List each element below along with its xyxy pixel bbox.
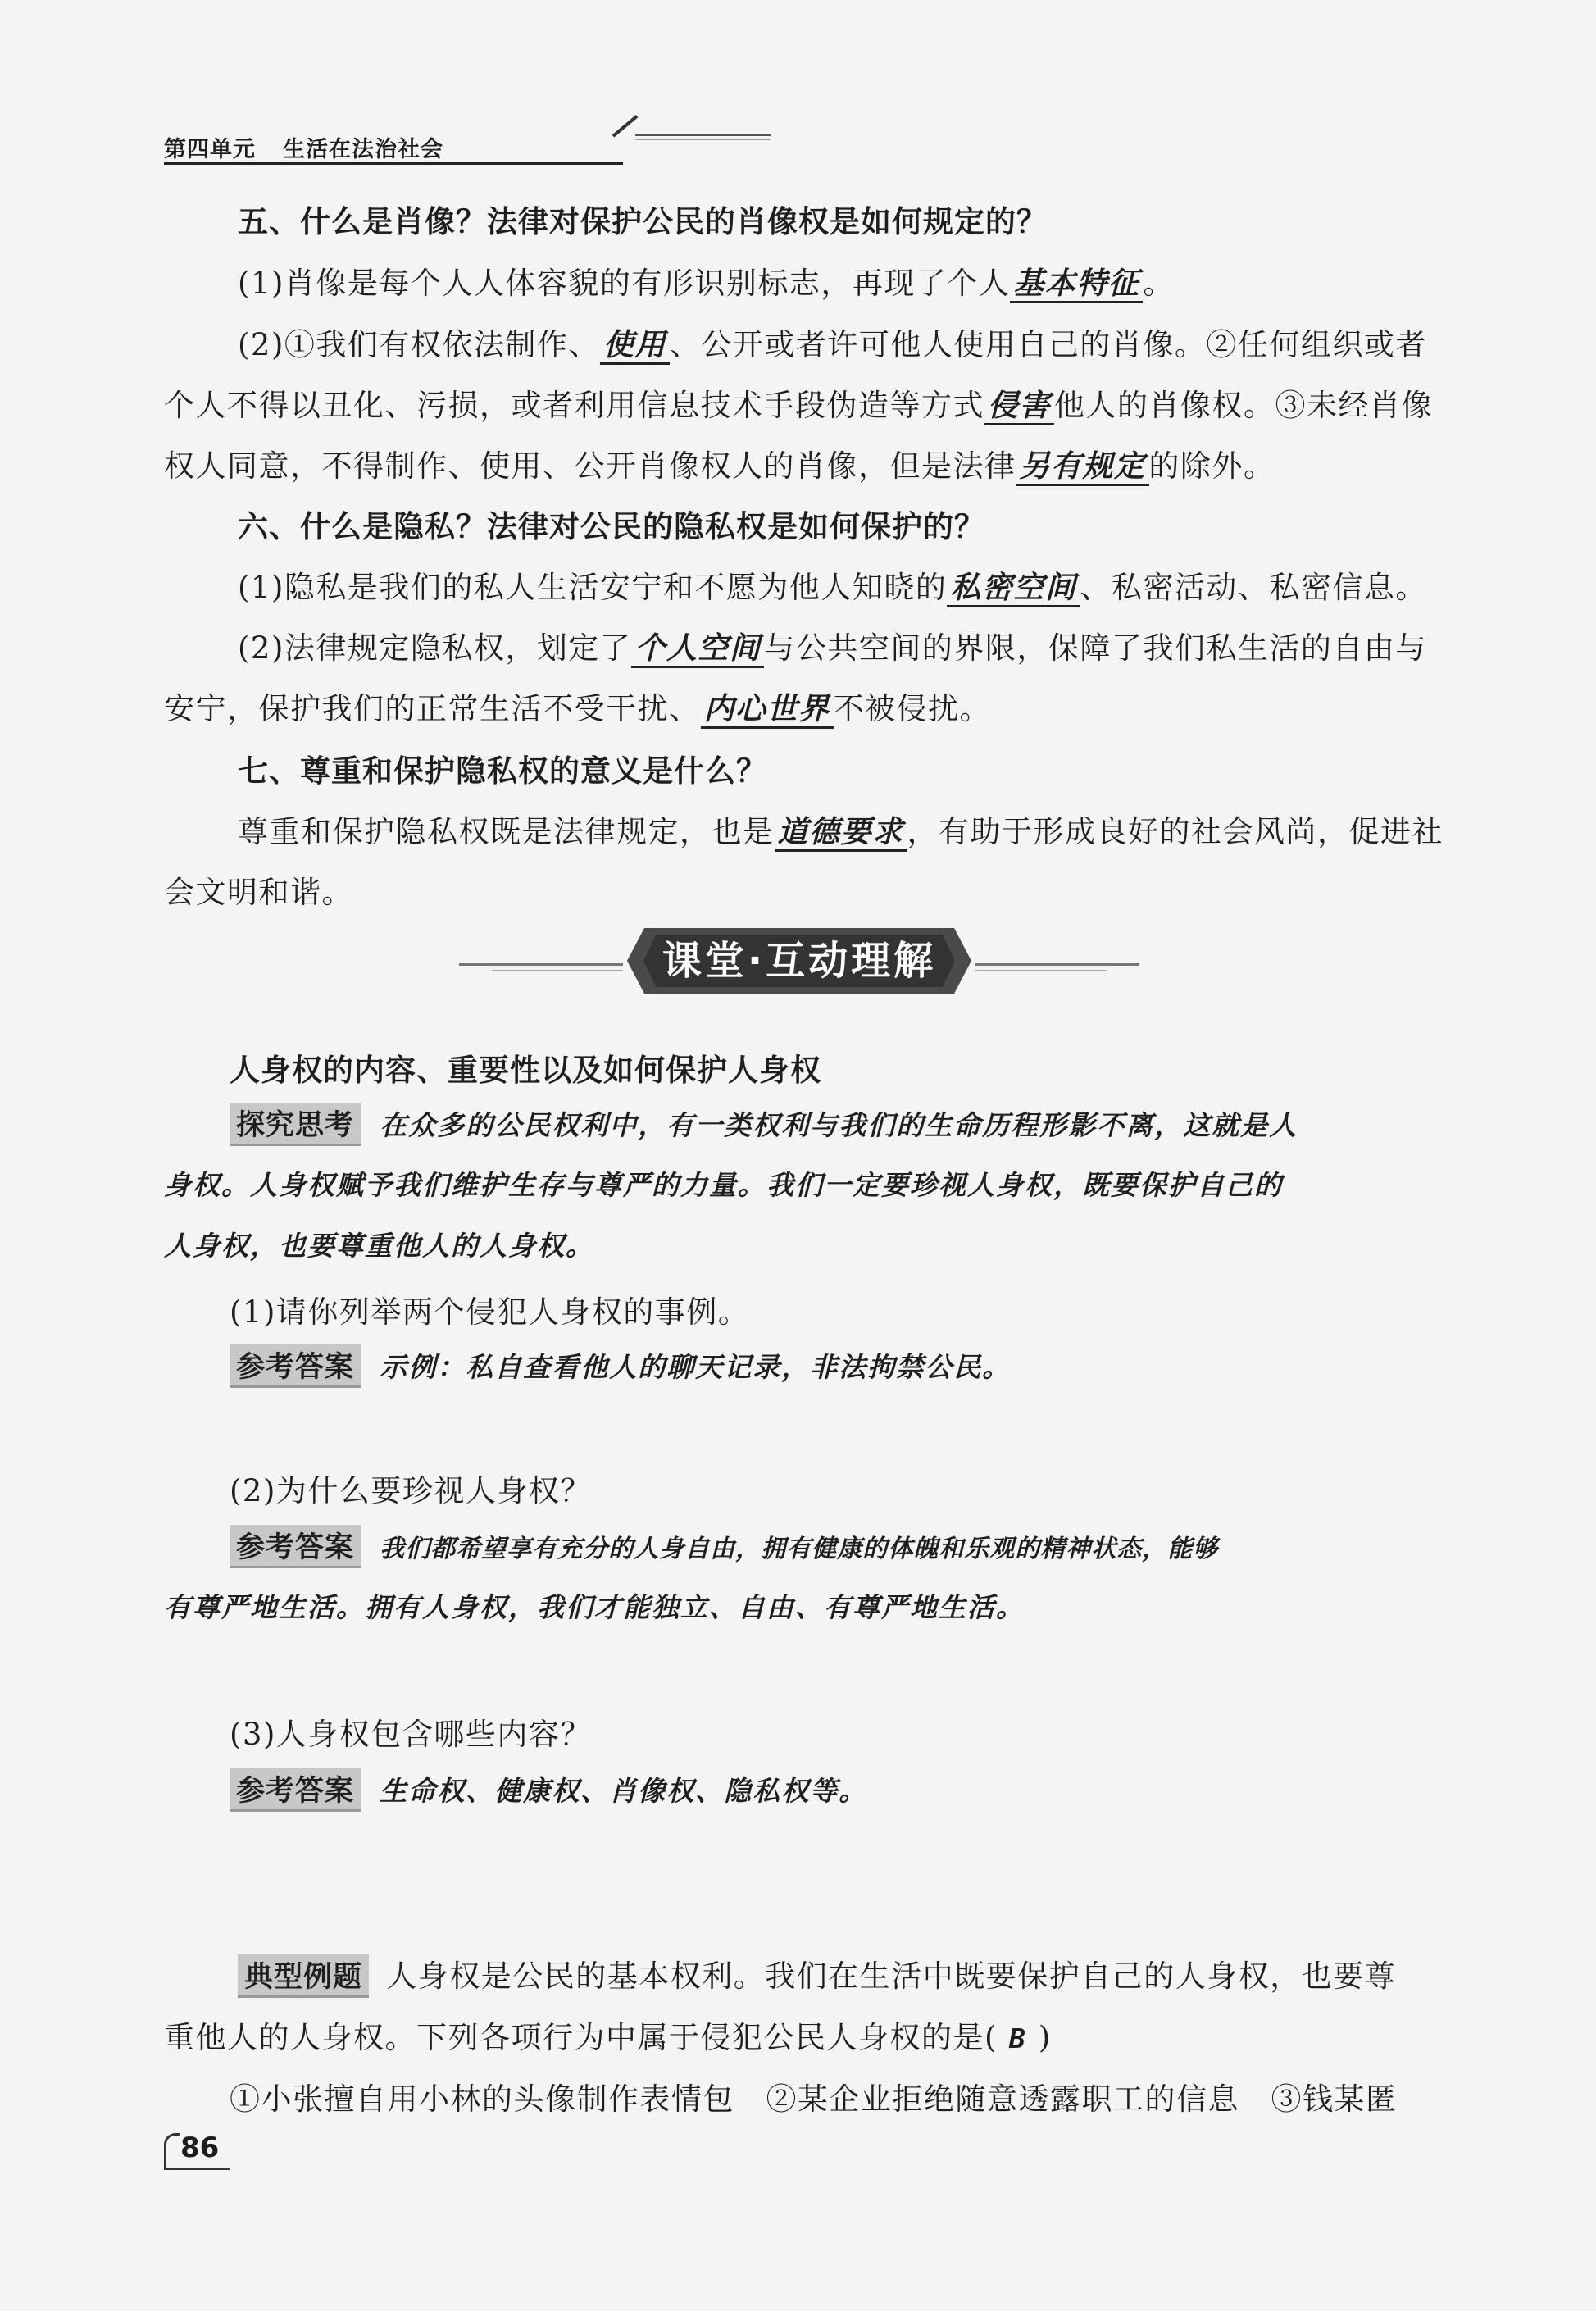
example-line1 (238, 1951, 1396, 1998)
text: 与公共空间的界限，保障了我们私生活的自由与 (764, 630, 1427, 666)
question-6: 六、什么是隐私？法律对公民的隐私权是如何保护的？ (238, 509, 985, 544)
section5-para1 (238, 258, 1175, 303)
unit-label: 第四单元 (164, 137, 256, 162)
banner-line-right-thin (975, 970, 1107, 971)
text: 不被侵扰。 (833, 691, 991, 726)
unit-title: 生活在法治社会 (283, 137, 443, 162)
text: 安宁，保护我们的正常生活不受干扰、 (164, 691, 701, 726)
banner-line-left-thin (492, 970, 623, 971)
answer-tag: 参考答案 (230, 1525, 361, 1568)
question-5: 五、什么是肖像？法律对保护公民的肖像权是如何规定的？ (238, 204, 1048, 239)
section6-para1 (238, 562, 1427, 607)
fill-answer: 另有规定 (1016, 448, 1149, 486)
example-tag: 典型例题 (238, 1954, 369, 1998)
section7-line1 (238, 807, 1444, 851)
explore-q1: (1)请你列举两个侵犯人身权的事例。 (230, 1294, 750, 1330)
explore-q3: (3)人身权包含哪些内容？ (230, 1717, 592, 1752)
answer-tag: 参考答案 (230, 1344, 361, 1388)
text: 。 (1143, 266, 1175, 301)
page-number-bracket (164, 2133, 180, 2170)
fill-answer: 私密空间 (947, 570, 1080, 607)
section6-para2-line1 (238, 623, 1427, 667)
section-banner (459, 918, 1139, 1000)
banner-title: 课堂·互动理解 (662, 938, 937, 984)
section6-para2-line2 (164, 684, 991, 728)
fill-answer: 内心世界 (701, 691, 834, 729)
text: 人身权是公民的基本权利。我们在生活中既要保护自己的人身权，也要尊 (386, 1958, 1397, 1994)
text: 、私密活动、私密信息。 (1080, 570, 1427, 605)
explore-line3: 人身权，也要尊重他人的人身权。 (164, 1230, 594, 1262)
header-rule-top-thin (635, 139, 771, 140)
explore-tag: 探究思考 (230, 1103, 361, 1146)
page-number (162, 2131, 228, 2169)
text: (2)法律规定隐私权，划定了 (238, 630, 632, 666)
explore-q2: (2)为什么要珍视人身权？ (230, 1473, 592, 1508)
answer-tag: 参考答案 (230, 1768, 361, 1812)
banner-line-right (975, 963, 1139, 966)
text: 他人的肖像权。③未经肖像 (1054, 388, 1433, 423)
text: 重他人的人身权。下列各项行为中属于侵犯公民人身权的是( (164, 2020, 998, 2055)
answer-text: 我们都希望享有充分的人身自由，拥有健康的体魄和乐观的精神状态，能够 (380, 1535, 1219, 1563)
section7-line2: 会文明和谐。 (164, 875, 353, 910)
answer-text: 示例：私自查看他人的聊天记录，非法拘禁公民。 (380, 1351, 1012, 1383)
text: 的除外。 (1148, 448, 1275, 484)
example-line3: ①小张擅自用小林的头像制作表情包 ②某企业拒绝随意透露职工的信息 ③钱某匿 (230, 2081, 1398, 2117)
explore-line1 (230, 1103, 1298, 1146)
answer-2-line2: 有尊严地生活。拥有人身权，我们才能独立、自由、有尊严地生活。 (164, 1591, 1025, 1623)
page-number-text: 86 (180, 2131, 220, 2164)
choice-answer: B (1008, 2022, 1027, 2054)
fill-answer: 基本特征 (1010, 266, 1143, 303)
section5-para2-line1 (238, 320, 1427, 364)
topic-title: 人身权的内容、重要性以及如何保护人身权 (230, 1053, 821, 1088)
banner-line-left (459, 963, 623, 966)
question-7: 七、尊重和保护隐私权的意义是什么？ (238, 753, 767, 789)
text: (1)肖像是每个人人体容貌的有形识别标志，再现了个人 (238, 266, 1011, 301)
running-header (164, 130, 607, 167)
text: 、公开或者许可他人使用自己的肖像。②任何组织或者 (669, 327, 1427, 362)
fill-answer: 使用 (600, 327, 670, 365)
example-line2 (164, 2013, 1052, 2057)
text: 在众多的公民权利中，有一类权利与我们的生命历程形影不离，这就是人 (380, 1109, 1298, 1141)
header-rule (164, 162, 623, 165)
answer-2-line1 (230, 1525, 1218, 1568)
explore-line2: 身权。人身权赋予我们维护生存与尊严的力量。我们一定要珍视人身权，既要保护自己的 (164, 1169, 1283, 1201)
header-rule-top (635, 134, 771, 136)
text: 尊重和保护隐私权既是法律规定，也是 (238, 814, 775, 849)
fill-answer: 个人空间 (631, 630, 764, 668)
page-number-rule (164, 2168, 230, 2170)
text: (1)隐私是我们的私人生活安宁和不愿为他人知晓的 (238, 570, 948, 605)
answer-text: 生命权、健康权、肖像权、隐私权等。 (380, 1775, 868, 1807)
answer-1 (230, 1344, 1011, 1388)
answer-3 (230, 1768, 867, 1812)
header-slash (612, 115, 639, 137)
text: 权人同意，不得制作、使用、公开肖像权人的肖像，但是法律 (164, 448, 1016, 484)
section5-para2-line2 (164, 380, 1433, 425)
fill-answer: 侵害 (984, 388, 1054, 425)
fill-answer: 道德要求 (775, 814, 907, 852)
section5-para2-line3 (164, 441, 1275, 485)
text: (2)①我们有权依法制作、 (238, 327, 600, 362)
text: ) (1038, 2020, 1052, 2055)
text: 个人不得以丑化、污损，或者利用信息技术手段伪造等方式 (164, 388, 984, 423)
text: ，有助于形成良好的社会风尚，促进社 (907, 814, 1444, 849)
